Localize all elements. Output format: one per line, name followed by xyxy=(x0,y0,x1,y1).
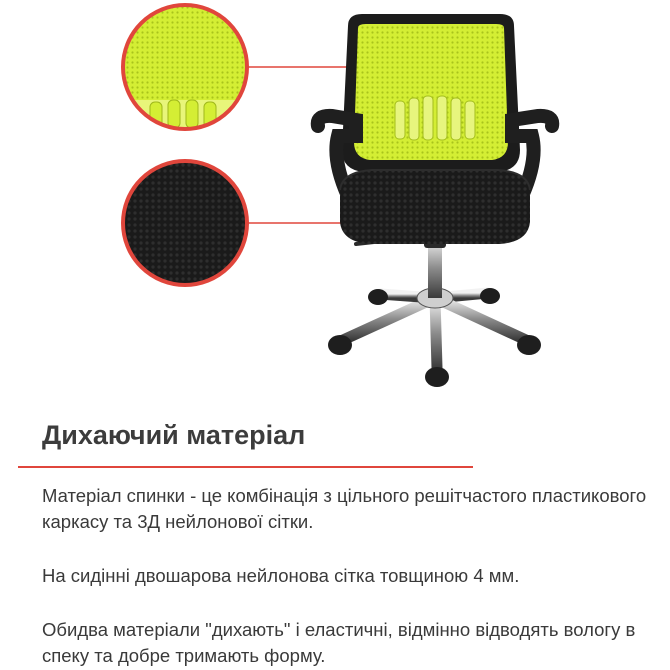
mesh-zoom-callout xyxy=(120,0,250,140)
title-underline xyxy=(18,466,473,468)
fabric-zoom-callout xyxy=(120,160,250,290)
office-chair xyxy=(318,14,552,387)
description-paragraph-properties: Обидва матеріали "дихають" і еластичні, відмінно відводять вологу в спеку та добре тримають форму. xyxy=(42,619,636,666)
section-title: Дихаючий матеріал xyxy=(42,420,306,450)
description-paragraph-seat: На сидінні двошарова нейлонова сітка товщиною 4 мм. xyxy=(42,565,520,586)
description-paragraph-backrest: Матеріал спинки - це комбінація з цільного решітчастого пластикового каркасу та 3Д нейлонової сітки. xyxy=(42,485,647,532)
